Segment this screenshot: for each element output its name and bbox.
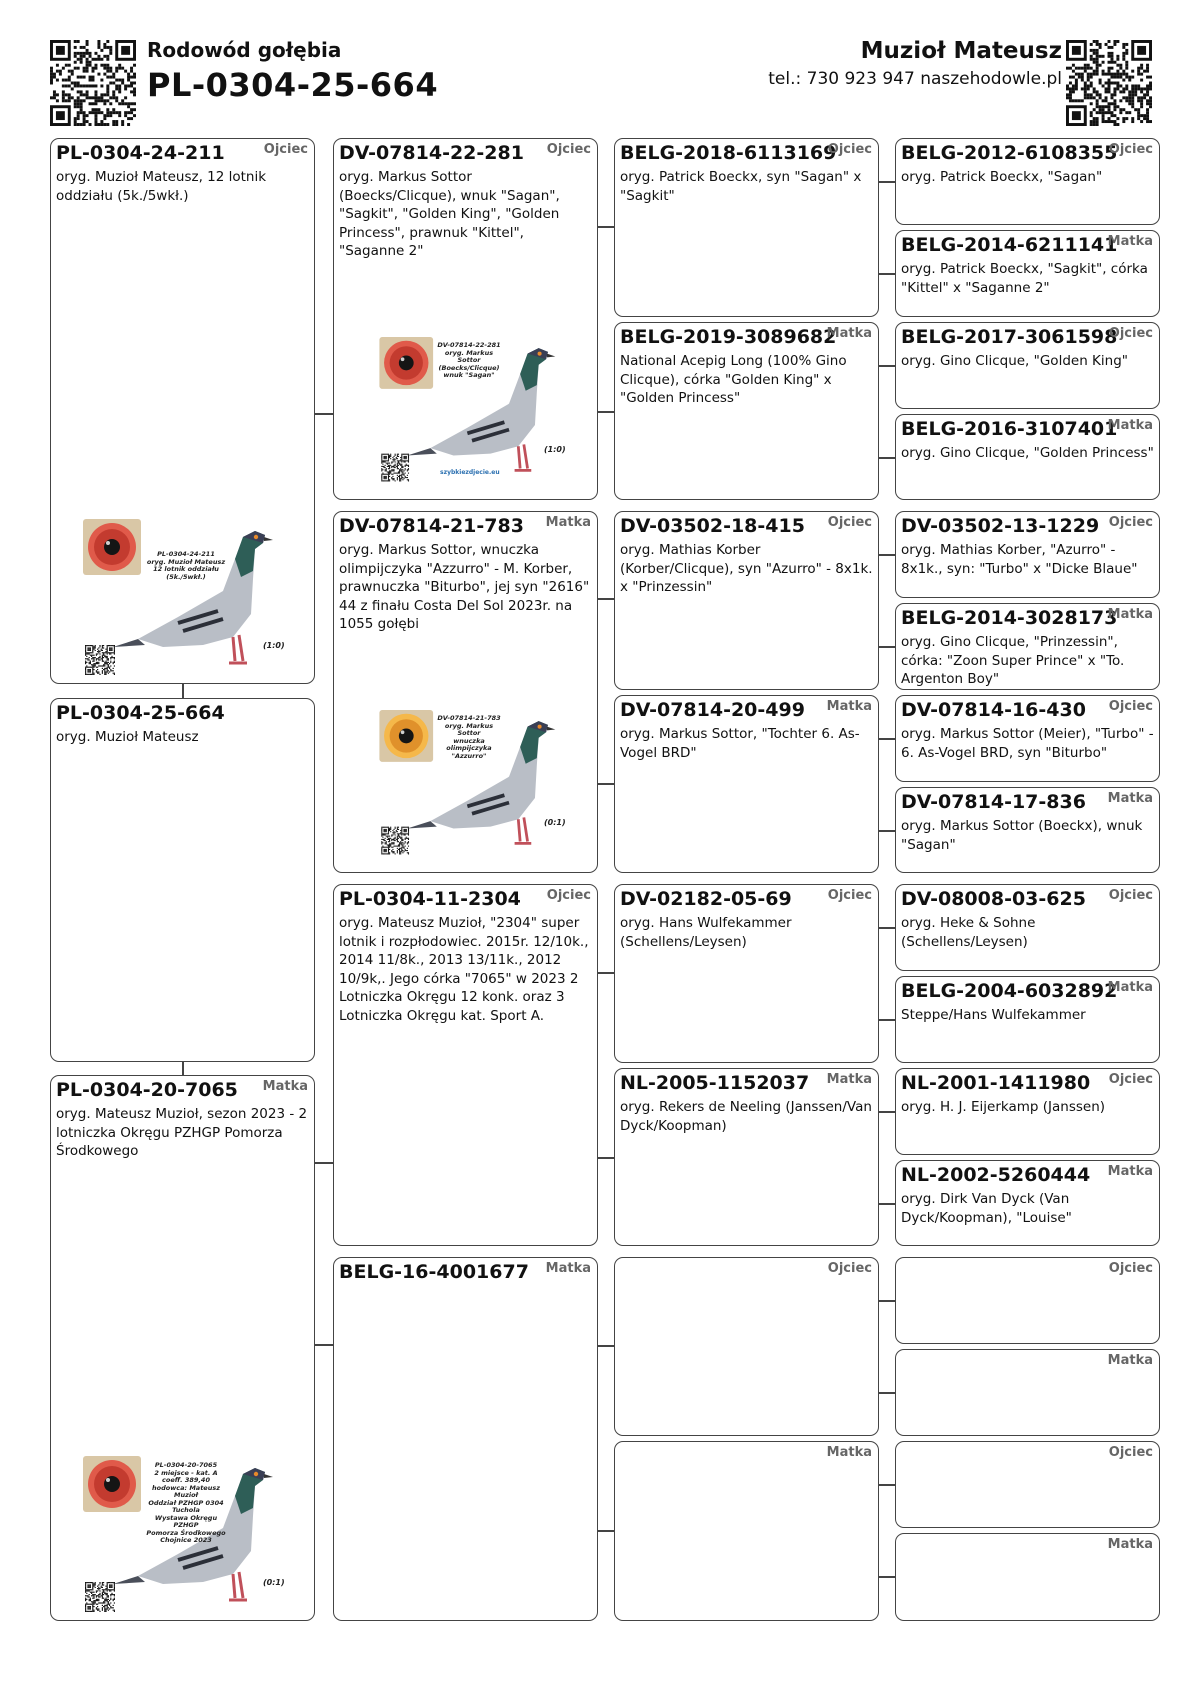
connector: [879, 1484, 895, 1486]
connector: [879, 1300, 895, 1302]
gen4-card-7[interactable]: [895, 695, 1160, 782]
gen4-sex-label: Ojciec: [1108, 326, 1153, 341]
gen4-description: oryg. Markus Sottor (Boeckx), wnuk "Sagan": [901, 818, 1143, 853]
gen2-sex-label: Ojciec: [546, 142, 591, 157]
gen3-ring: DV-02182-05-69: [620, 888, 792, 910]
gen4-sex-label: Matka: [1107, 980, 1153, 995]
gen4-description: oryg. H. J. Eijerkamp (Janssen): [901, 1099, 1106, 1115]
connector: [879, 738, 895, 740]
gen3-ring: BELG-2019-3089682: [620, 326, 837, 348]
gen4-sex-label: Matka: [1107, 791, 1153, 806]
father-description: oryg. Muzioł Mateusz, 12 lotnik oddziału (5k./5wkł.): [56, 169, 267, 204]
gen2-photo-1[interactable]: [372, 337, 572, 487]
gen4-description: oryg. Patrick Boeckx, "Sagan": [901, 169, 1103, 185]
gen2-photo-ratio: (0:1): [544, 818, 566, 827]
gen4-card-1[interactable]: [895, 138, 1160, 225]
gen4-sex-label: Matka: [1107, 1353, 1153, 1368]
gen3-card-7[interactable]: [614, 1257, 879, 1436]
gen4-sex-label: Matka: [1107, 607, 1153, 622]
gen2-card-2[interactable]: [333, 511, 598, 873]
gen3-description: National Acepig Long (100% Gino Clicque), córka "Golden King" x "Golden Princess": [620, 353, 847, 406]
gen4-ring: DV-03502-13-1229: [901, 515, 1100, 537]
mother-photo-ratio: (0:1): [263, 1578, 285, 1587]
mother-ring: PL-0304-20-7065: [56, 1079, 238, 1101]
gen2-description: oryg. Markus Sottor (Boecks/Clicque), wnuk "Sagan", "Sagkit", "Golden King", "Golden Princess", prawnuk "Kittel", "Saganne 2": [339, 169, 560, 259]
gen3-ring: NL-2005-1152037: [620, 1072, 810, 1094]
gen3-sex-label: Ojciec: [827, 515, 872, 530]
connector: [879, 927, 895, 929]
connector: [879, 273, 895, 275]
gen4-description: oryg. Patrick Boeckx, "Sagkit", córka "Kittel" x "Saganne 2": [901, 261, 1148, 296]
gen2-card-1[interactable]: [333, 138, 598, 500]
connector: [879, 457, 895, 459]
connector: [315, 1344, 333, 1346]
gen4-ring: NL-2001-1411980: [901, 1072, 1091, 1094]
gen4-description: oryg. Gino Clicque, "Prinzessin", córka: "Zoon Super Prince" x "To. Argenton Boy": [901, 634, 1125, 687]
mother-sex-label: Matka: [262, 1079, 308, 1094]
gen4-description: oryg. Dirk Van Dyck (Van Dyck/Koopman), "Louise": [901, 1191, 1072, 1226]
gen3-description: oryg. Hans Wulfekammer (Schellens/Leysen): [620, 915, 792, 950]
connector: [598, 1157, 614, 1159]
gen3-description: oryg. Patrick Boeckx, syn "Sagan" x "Sagkit": [620, 169, 862, 204]
gen4-sex-label: Matka: [1107, 1537, 1153, 1552]
gen4-sex-label: Matka: [1107, 418, 1153, 433]
connector: [598, 598, 614, 600]
father-sex-label: Ojciec: [263, 142, 308, 157]
gen2-ring: PL-0304-11-2304: [339, 888, 521, 910]
gen4-sex-label: Ojciec: [1108, 888, 1153, 903]
gen2-photo-caption: DV-07814-21-783 oryg. Markus Sottor wnuczka olimpijczyka "Azzurro": [437, 714, 501, 760]
breeder-contact[interactable]: tel.: 730 923 947 naszehodowle.pl: [768, 69, 1062, 89]
gen4-description: oryg. Gino Clicque, "Golden King": [901, 353, 1128, 369]
gen4-card-16[interactable]: [895, 1533, 1160, 1621]
connector: [598, 783, 614, 785]
gen4-ring: BELG-2014-6211141: [901, 234, 1118, 256]
connector: [598, 411, 614, 413]
connector: [182, 1062, 184, 1075]
document-title: Rodowód gołębia: [147, 38, 342, 62]
gen4-card-10[interactable]: [895, 976, 1160, 1063]
gen4-card-4[interactable]: [895, 414, 1160, 500]
connector: [879, 365, 895, 367]
gen4-sex-label: Ojciec: [1108, 142, 1153, 157]
subject-ring: PL-0304-25-664: [56, 702, 225, 724]
father-photo[interactable]: [83, 519, 283, 681]
connector: [598, 1530, 614, 1532]
photo-brand: szybkiezdjecie.eu: [440, 469, 500, 476]
connector: [598, 1345, 614, 1347]
pigeon-photo-icon: [83, 519, 283, 681]
gen2-ring: BELG-16-4001677: [339, 1261, 529, 1283]
gen4-card-15[interactable]: [895, 1441, 1160, 1528]
gen4-ring: DV-08008-03-625: [901, 888, 1086, 910]
connector: [879, 830, 895, 832]
gen4-ring: BELG-2004-6032892: [901, 980, 1118, 1002]
gen4-card-2[interactable]: [895, 230, 1160, 317]
father-ring: PL-0304-24-211: [56, 142, 225, 164]
gen4-ring: BELG-2016-3107401: [901, 418, 1118, 440]
gen3-ring: DV-03502-18-415: [620, 515, 805, 537]
gen2-description: oryg. Mateusz Muzioł, "2304" super lotnik i rozpłodowiec. 2015r. 12/10k., 2014 11/8k., 2013 13/11k., 2012 10/9k,. Jego córka "7065" w 2023 2 Lotniczka Okręgu 12 konk. oraz 3 Lotniczka Okręgu kat. Sport A.: [339, 915, 589, 1024]
gen3-sex-label: Matka: [826, 1445, 872, 1460]
qr-code-icon: [1066, 40, 1152, 126]
gen3-sex-label: Matka: [826, 1072, 872, 1087]
gen4-ring: NL-2002-5260444: [901, 1164, 1091, 1186]
gen2-sex-label: Ojciec: [546, 888, 591, 903]
gen2-sex-label: Matka: [545, 515, 591, 530]
father-photo-ratio: (1:0): [263, 641, 285, 650]
gen2-ring: DV-07814-22-281: [339, 142, 524, 164]
gen4-sex-label: Matka: [1107, 234, 1153, 249]
gen3-description: oryg. Markus Sottor, "Tochter 6. As-Vogel BRD": [620, 726, 860, 761]
mother-card[interactable]: [50, 1075, 315, 1621]
subject-description: oryg. Muzioł Mateusz: [56, 729, 199, 745]
gen3-ring: BELG-2018-6113169: [620, 142, 837, 164]
gen4-ring: DV-07814-16-430: [901, 699, 1086, 721]
header-qr-right[interactable]: [1066, 40, 1152, 126]
gen3-card-1[interactable]: [614, 138, 879, 317]
connector: [598, 972, 614, 974]
qr-code-icon: [50, 40, 136, 126]
mother-photo[interactable]: [83, 1456, 283, 1618]
gen3-sex-label: Ojciec: [827, 888, 872, 903]
header-qr-left[interactable]: [50, 40, 136, 126]
gen3-description: oryg. Rekers de Neeling (Janssen/Van Dyck/Koopman): [620, 1099, 872, 1134]
gen4-description: oryg. Heke & Sohne (Schellens/Leysen): [901, 915, 1036, 950]
gen3-sex-label: Matka: [826, 699, 872, 714]
connector: [598, 226, 614, 228]
subject-card[interactable]: [50, 698, 315, 1062]
gen3-sex-label: Matka: [826, 326, 872, 341]
father-photo-caption: PL-0304-24-211 oryg. Muzioł Mateusz 12 lotnik oddziału (5k./5wkł.): [146, 550, 226, 581]
subject-ring-title: PL-0304-25-664: [147, 66, 439, 104]
gen4-sex-label: Ojciec: [1108, 1445, 1153, 1460]
connector: [879, 646, 895, 648]
gen4-card-8[interactable]: [895, 787, 1160, 873]
gen4-card-14[interactable]: [895, 1349, 1160, 1436]
connector: [879, 554, 895, 556]
gen4-sex-label: Ojciec: [1108, 1072, 1153, 1087]
gen2-ring: DV-07814-21-783: [339, 515, 524, 537]
gen4-card-5[interactable]: [895, 511, 1160, 598]
gen4-card-6[interactable]: [895, 603, 1160, 690]
gen3-card-8[interactable]: [614, 1441, 879, 1621]
gen2-sex-label: Matka: [545, 1261, 591, 1276]
connector: [182, 684, 184, 698]
gen4-card-12[interactable]: [895, 1160, 1160, 1246]
gen4-description: oryg. Gino Clicque, "Golden Princess": [901, 445, 1154, 461]
connector: [879, 1019, 895, 1021]
gen4-ring: BELG-2017-3061598: [901, 326, 1118, 348]
gen3-description: oryg. Mathias Korber (Korber/Clicque), syn "Azurro" - 8x1k. x "Prinzessin": [620, 542, 873, 595]
gen4-description: Steppe/Hans Wulfekammer: [901, 1007, 1086, 1023]
gen2-photo-caption: DV-07814-22-281 oryg. Markus Sottor (Boecks/Clicque) wnuk "Sagan": [437, 341, 501, 379]
gen2-card-3[interactable]: [333, 884, 598, 1246]
mother-description: oryg. Mateusz Muzioł, sezon 2023 - 2 lotniczka Okręgu PZHGP Pomorza Środkowego: [56, 1106, 308, 1159]
gen4-ring: DV-07814-17-836: [901, 791, 1086, 813]
connector: [879, 1392, 895, 1394]
connector: [879, 1203, 895, 1205]
gen4-card-3[interactable]: [895, 322, 1160, 409]
connector: [315, 413, 333, 415]
gen4-description: oryg. Markus Sottor (Meier), "Turbo" - 6. As-Vogel BRD, syn "Biturbo": [901, 726, 1154, 761]
gen4-sex-label: Matka: [1107, 1164, 1153, 1179]
father-card[interactable]: [50, 138, 315, 684]
connector: [879, 1111, 895, 1113]
gen4-description: oryg. Mathias Korber, "Azurro" - 8x1k., syn: "Turbo" x "Dicke Blaue": [901, 542, 1138, 577]
gen3-card-4[interactable]: [614, 695, 879, 873]
gen2-photo-2[interactable]: [372, 710, 572, 860]
gen2-photo-ratio: (1:0): [544, 445, 566, 454]
gen4-card-13[interactable]: [895, 1257, 1160, 1344]
gen4-sex-label: Ojciec: [1108, 1261, 1153, 1276]
connector: [315, 1162, 333, 1164]
connector: [879, 1576, 895, 1578]
gen2-card-4[interactable]: [333, 1257, 598, 1621]
gen3-card-6[interactable]: [614, 1068, 879, 1246]
gen3-card-2[interactable]: [614, 322, 879, 500]
gen3-card-3[interactable]: [614, 511, 879, 690]
mother-photo-caption: PL-0304-20-7065 2 miejsce - kat. A coeff. 389,40 hodowca: Mateusz Muzioł Oddział PZHGP 0304 Tuchola Wystawa Okręgu PZHGP Pomorza Środkowego Chojnice 2023: [146, 1461, 226, 1544]
gen3-sex-label: Ojciec: [827, 142, 872, 157]
gen4-sex-label: Ojciec: [1108, 515, 1153, 530]
connector: [879, 181, 895, 183]
gen2-description: oryg. Markus Sottor, wnuczka olimpijczyka "Azzurro" - M. Korber, prawnuczka "Biturbo", jej syn "2616" 44 z finału Costa Del Sol 2023r. na 1055 gołębi: [339, 542, 590, 632]
gen3-card-5[interactable]: [614, 884, 879, 1063]
gen4-card-9[interactable]: [895, 884, 1160, 971]
breeder-name: Muzioł Mateusz: [860, 38, 1062, 64]
gen4-ring: BELG-2012-6108355: [901, 142, 1118, 164]
gen4-ring: BELG-2014-3028173: [901, 607, 1118, 629]
gen3-ring: DV-07814-20-499: [620, 699, 805, 721]
gen3-sex-label: Ojciec: [827, 1261, 872, 1276]
gen4-card-11[interactable]: [895, 1068, 1160, 1155]
gen4-sex-label: Ojciec: [1108, 699, 1153, 714]
